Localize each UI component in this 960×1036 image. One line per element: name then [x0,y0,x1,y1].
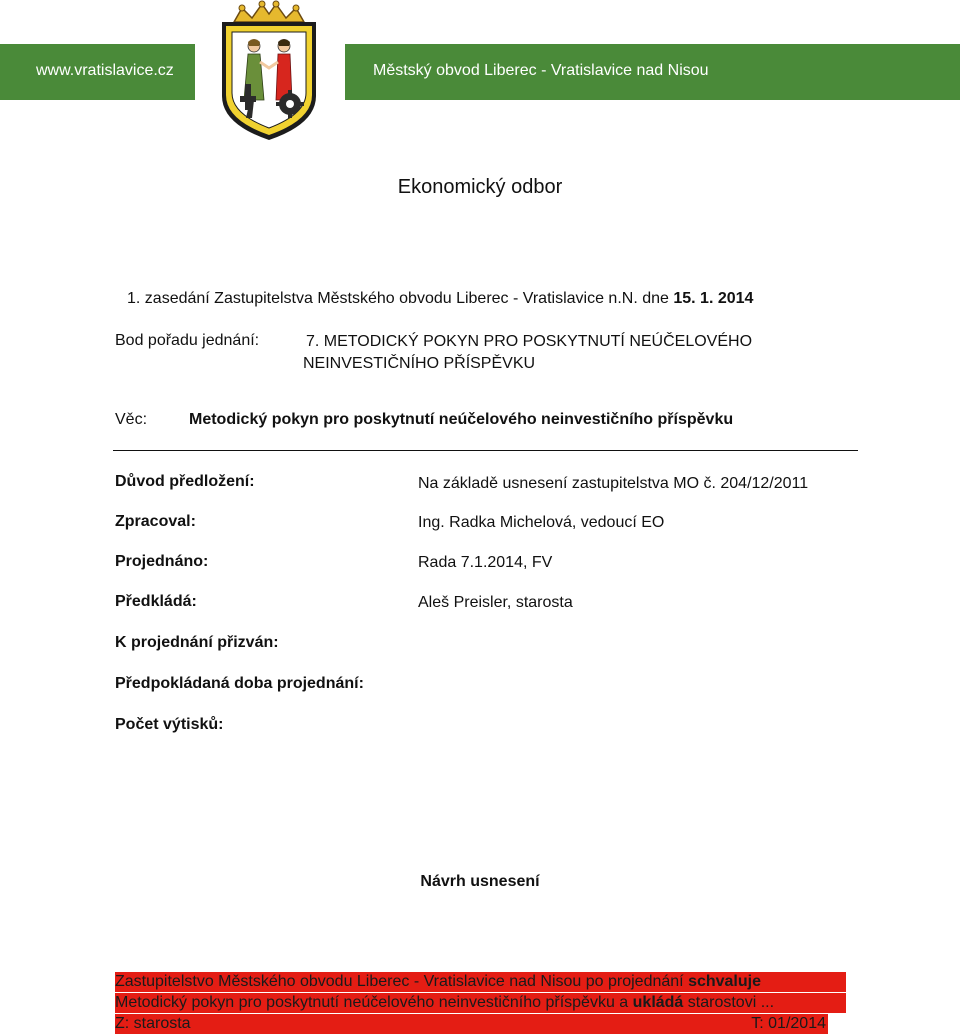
agenda-label: Bod pořadu jednání: [115,332,260,349]
discussed-value: Rada 7.1.2014, FV [418,554,553,571]
resolution-line-3 [115,1014,828,1034]
website-link[interactable]: www.vratislavice.cz [36,62,174,79]
presented-label: Předkládá: [115,593,197,610]
prepared-value: Ing. Radka Michelová, vedoucí EO [418,514,665,531]
department-title: Ekonomický odbor [397,176,563,198]
subject-label: Věc: [115,411,148,428]
divider [113,450,858,451]
session-date: 15. 1. 2014 [673,290,754,307]
resolution-verb-assigns: ukládá [632,994,684,1011]
resolution-text: Metodický pokyn pro poskytnutí neúčelového neinvestičního příspěvku a [115,994,633,1011]
copies-label: Počet výtisků: [115,716,224,733]
resolution-line-2 [115,993,846,1013]
presented-value: Aleš Preisler, starosta [418,594,573,611]
header-banner-right [345,44,960,100]
resolution-text: starostovi ... [683,994,775,1011]
session-text: 1. zasedání Zastupitelstva Městského obvodu Liberec - Vratislavice n.N. dne [127,290,674,307]
reason-value: Na základě usnesení zastupitelstva MO č. 204/12/2011 [418,475,809,492]
session-line [127,290,753,308]
reason-label: Důvod předložení: [115,473,255,490]
duration-label: Předpokládaná doba projednání: [115,675,364,692]
resolution-line-1 [115,972,846,992]
office-name: Městský obvod Liberec - Vratislavice nad Nisou [373,62,709,79]
header-banner-left [0,44,195,100]
resolution-text: Zastupitelstvo Městského obvodu Liberec - Vratislavice nad Nisou po projednání [115,973,689,990]
resolution-verb-approves: schvaluje [688,973,761,990]
deadline: T: 01/2014 [751,1015,826,1032]
proposal-title: Návrh usnesení [420,873,540,890]
agenda-title-line2: NEINVESTIČNÍHO PŘÍSPĚVKU [303,355,536,372]
discussed-label: Projednáno: [115,553,209,570]
coat-of-arms-icon [212,0,326,142]
responsible-person: Z: starosta [115,1015,191,1032]
subject-value: Metodický pokyn pro poskytnutí neúčelového neinvestičního příspěvku [189,411,734,428]
agenda-title-line1: 7. METODICKÝ POKYN PRO POSKYTNUTÍ NEÚČELOVÉHO [306,333,753,350]
invited-label: K projednání přizván: [115,634,279,651]
prepared-label: Zpracoval: [115,513,196,530]
